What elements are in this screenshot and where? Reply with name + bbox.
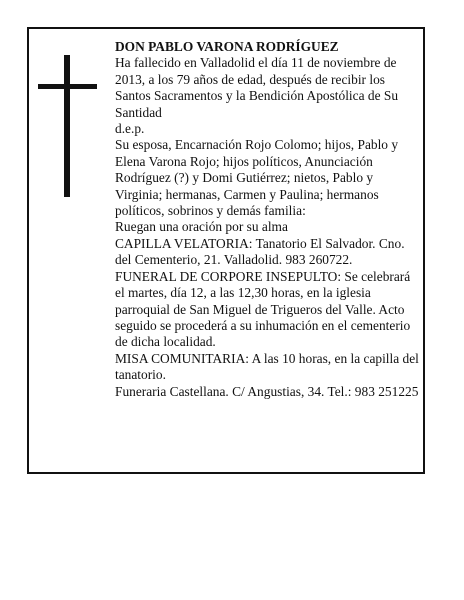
mass-info: MISA COMUNITARIA: A las 10 horas, en la capilla del tanatorio. [115, 350, 419, 383]
rip-text: d.e.p. [115, 121, 145, 137]
deceased-name: DON PABLO VARONA RODRÍGUEZ [115, 39, 339, 54]
chapel-info: CAPILLA VELATORIA: Tanatorio El Salvador. Cno. del Cementerio, 21. Valladolid. 983 260722. [115, 235, 405, 268]
cross-vertical-bar [64, 55, 70, 197]
death-announcement: Ha fallecido en Valladolid el día 11 de noviembre de 2013, a los 79 años de edad, después de recibir los Santos Sacramentos y la Bendición Apostólica de Su Santidad [115, 55, 399, 120]
funeral-home-info: Funeraria Castellana. C/ Angustias, 34. Tel.: 983 251225 [115, 383, 419, 399]
prayer-request: Ruegan una oración por su alma [115, 219, 288, 235]
notice-body [115, 39, 420, 400]
funeral-info: FUNERAL DE CORPORE INSEPULTO: Se celebrará el martes, día 12, a las 12,30 horas, en la iglesia parroquial de San Miguel de Trigueros del Valle. Acto seguido se procederá a su inhumación en el cementerio de dicha localidad. [115, 268, 411, 350]
cross-horizontal-bar [38, 84, 97, 89]
family-list: Su esposa, Encarnación Rojo Colomo; hijos, Pablo y Elena Varona Rojo; hijos políticos, Anunciación Rodríguez (?) y Domi Gutiérrez; nietos, Pablo y Virginia; hermanas, Carmen y Paulina; hermanos políticos, sobrinos y demás familia: [115, 137, 399, 219]
